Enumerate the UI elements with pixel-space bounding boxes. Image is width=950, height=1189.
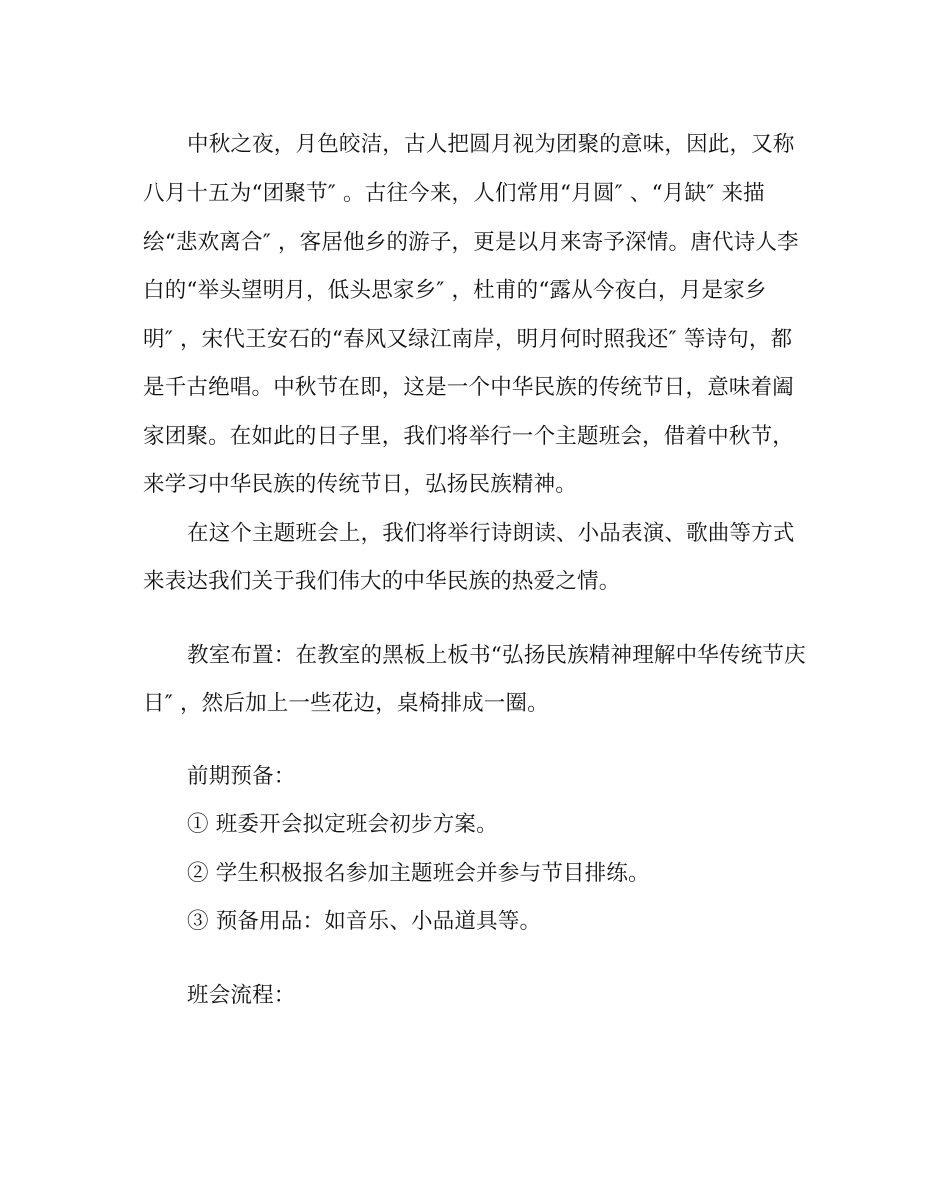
- meeting-process-heading: 班会流程：: [187, 983, 296, 1008]
- intro-paragraph-line-4: 白的“举头望明月，低头思家乡″ ，杜甫的“露从今夜白，月是家乡: [143, 278, 767, 303]
- intro-paragraph-line-5: 明″ ，宋代王安石的“春风又绿江南岸，明月何时照我还″ 等诗句，都: [143, 327, 793, 352]
- preparation-heading: 前期预备：: [187, 764, 296, 789]
- activity-paragraph-line-1: 在这个主题班会上，我们将举行诗朗读、小品表演、歌曲等方式: [187, 521, 795, 546]
- preparation-item-3: ③ 预备用品：如音乐、小品道具等。: [187, 909, 542, 934]
- preparation-item-2: ② 学生积极报名参加主题班会并参与节目排练。: [187, 861, 650, 886]
- classroom-setup-line-1: 教室布置：在教室的黑板上板书“弘扬民族精神理解中华传统节庆: [187, 643, 806, 668]
- intro-paragraph-line-3: 绘“悲欢离合″ ，客居他乡的游子，更是以月来寄予深情。唐代诗人李: [143, 230, 799, 255]
- intro-paragraph-line-7: 家团聚。在如此的日子里，我们将举行一个主题班会，借着中秋节，: [143, 424, 795, 449]
- intro-paragraph-line-2: 八月十五为“团聚节″ 。古往今来，人们常用“月圆″ 、“月缺″ 来描: [143, 181, 765, 206]
- activity-paragraph-line-2: 来表达我们关于我们伟大的中华民族的热爱之情。: [143, 569, 621, 594]
- classroom-setup-line-2: 日″ ，然后加上一些花边，桌椅排成一圈。: [143, 691, 549, 716]
- intro-paragraph-line-1: 中秋之夜，月色皎洁，古人把圆月视为团聚的意味，因此，又称: [187, 132, 795, 157]
- preparation-item-1: ① 班委开会拟定班会初步方案。: [187, 812, 498, 837]
- intro-paragraph-line-6: 是千古绝唱。中秋节在即，这是一个中华民族的传统节日，意味着阖: [143, 375, 795, 400]
- intro-paragraph-line-8: 来学习中华民族的传统节日，弘扬民族精神。: [143, 472, 578, 497]
